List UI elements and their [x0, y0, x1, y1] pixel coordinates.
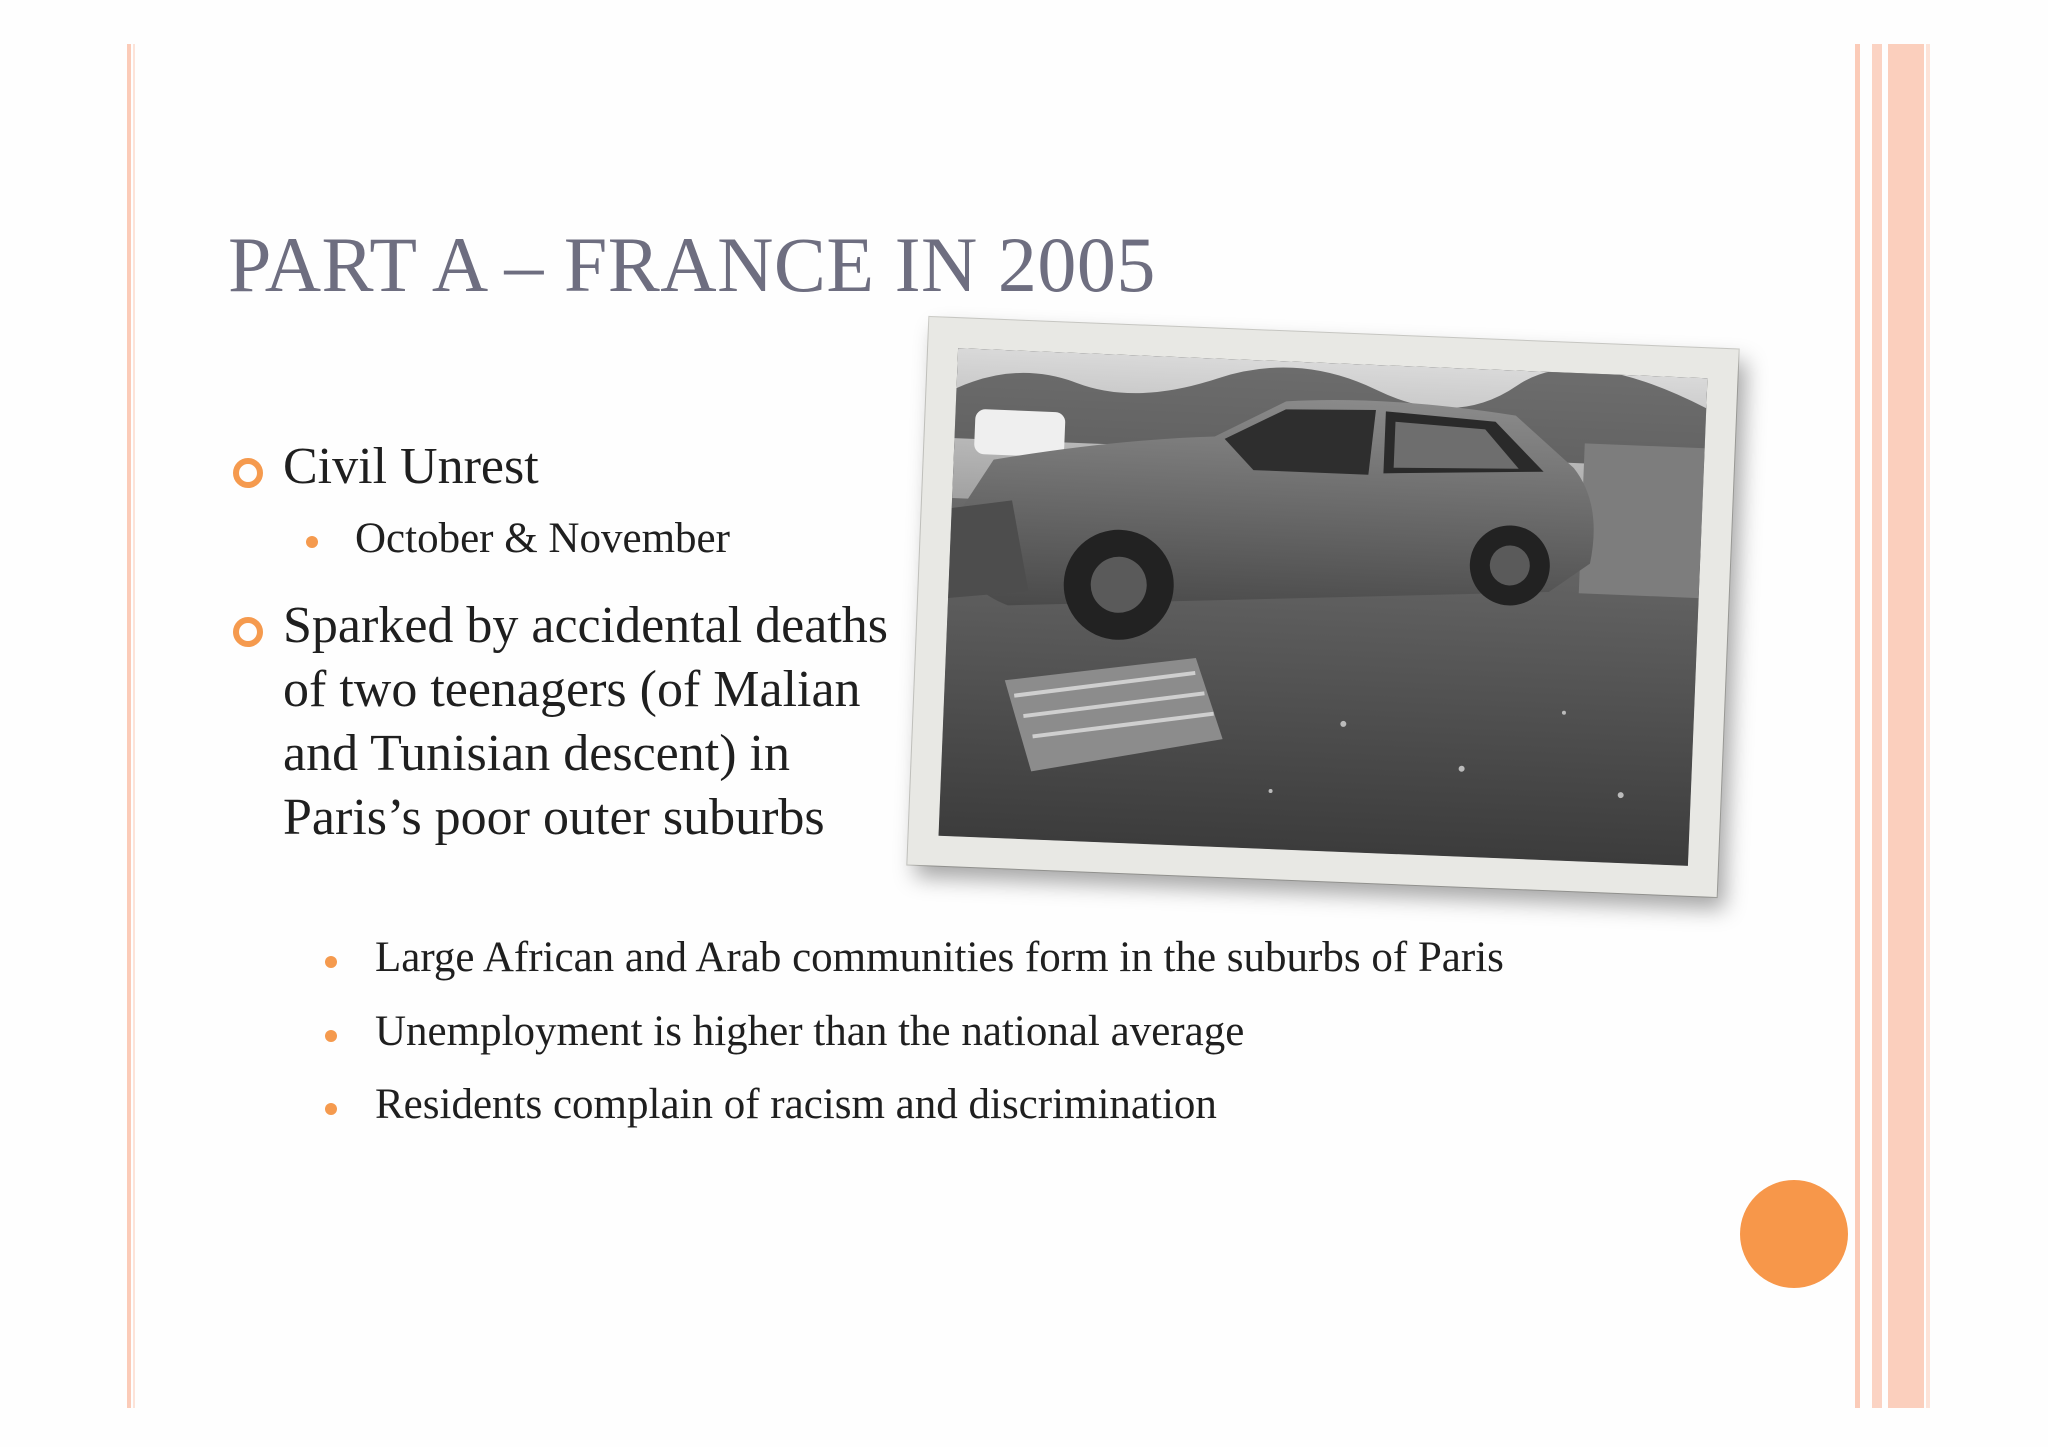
bullet-ring-icon — [233, 458, 263, 488]
burned-car-photo — [939, 348, 1708, 866]
right-accent-bar-4 — [1926, 44, 1930, 1408]
accent-circle — [1740, 1180, 1848, 1288]
bullet-dot-icon — [325, 956, 337, 968]
right-accent-bar-1 — [1855, 44, 1860, 1408]
bullet-dot-icon — [306, 536, 318, 548]
bullet-dot-icon — [325, 1030, 337, 1042]
slide-title: PART A – FRANCE IN 2005 — [228, 221, 1156, 308]
sub-bullet-communities: Large African and Arab communities form in the suburbs of Paris — [375, 934, 1504, 981]
bullet-civil-unrest: Civil Unrest — [283, 438, 539, 495]
photo-frame — [907, 317, 1738, 897]
bullet-sparked-by: Sparked by accidental deaths of two teenagers (of Malian and Tunisian descent) in Paris’s poor outer suburbs — [283, 597, 888, 846]
bullet-ring-icon — [233, 617, 263, 647]
sub-bullet-racism: Residents complain of racism and discrimination — [375, 1081, 1217, 1128]
left-accent-bar-thin — [133, 44, 135, 1408]
right-accent-bar-3 — [1888, 44, 1924, 1408]
bullet-dot-icon — [325, 1103, 337, 1115]
sub-bullet-october-november: October & November — [355, 515, 730, 562]
left-accent-bar — [127, 44, 131, 1408]
sub-bullet-unemployment: Unemployment is higher than the national average — [375, 1008, 1245, 1055]
right-accent-bar-2 — [1872, 44, 1882, 1408]
